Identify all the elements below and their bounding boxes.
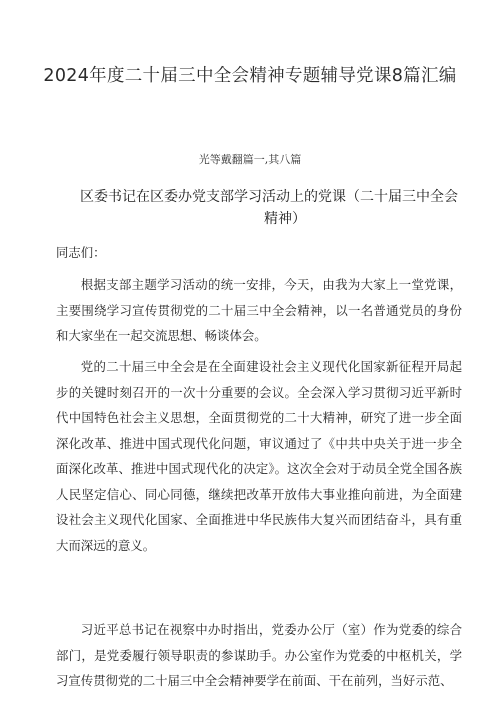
salutation: 同志们：	[56, 245, 106, 260]
paragraph-3: 习近平总书记在视察中办时指出，党委办公厅（室）作为党委的综合部门，是党委履行领导职责的参谋助手。办公室作为党委的中枢机关，学习宣传贯彻党的二十届三中全会精神要学在前面、干在前列，当好示范、	[56, 622, 462, 688]
document-note: 光等戴翻篇一,其八篇	[198, 153, 302, 166]
section-title-line-1: 区委书记在区委办党支部学习活动上的党课（二十届三中全会	[80, 189, 458, 205]
section-title	[80, 186, 470, 230]
paragraph-2: 党的二十届三中全会是在全面建设社会主义现代化国家新征程开局起步的关键时刻召开的一次十分重要的会议。全会深入学习贯彻习近平新时代中国特色社会主义思想，全面贯彻党的二十大精神，研究了进一步全面深化改革、推进中国式现代化问题，审议通过了《中共中央关于进一步全面深化改革、推进中国式现代化的决定》。这次全会对于动员全党全国各族人民坚定信心、同心同德，继续把改革开放伟大事业推向前进，为全面建设社会主义现代化国家、全面推进中华民族伟大复兴而团结奋斗，具有重大而深远的意义。	[56, 359, 462, 553]
section-title-line-2: 精神）	[264, 211, 306, 227]
paragraph-1: 根据支部主题学习活动的统一安排，今天，由我为大家上一堂党课，主要围绕学习宣传贯彻党的二十届三中全会精神，以一名普通党员的身份和大家坐在一起交流思想、畅谈体会。	[56, 277, 462, 343]
document-title: 2024年度二十届三中全会精神专题辅导党课8篇汇编	[43, 66, 457, 86]
